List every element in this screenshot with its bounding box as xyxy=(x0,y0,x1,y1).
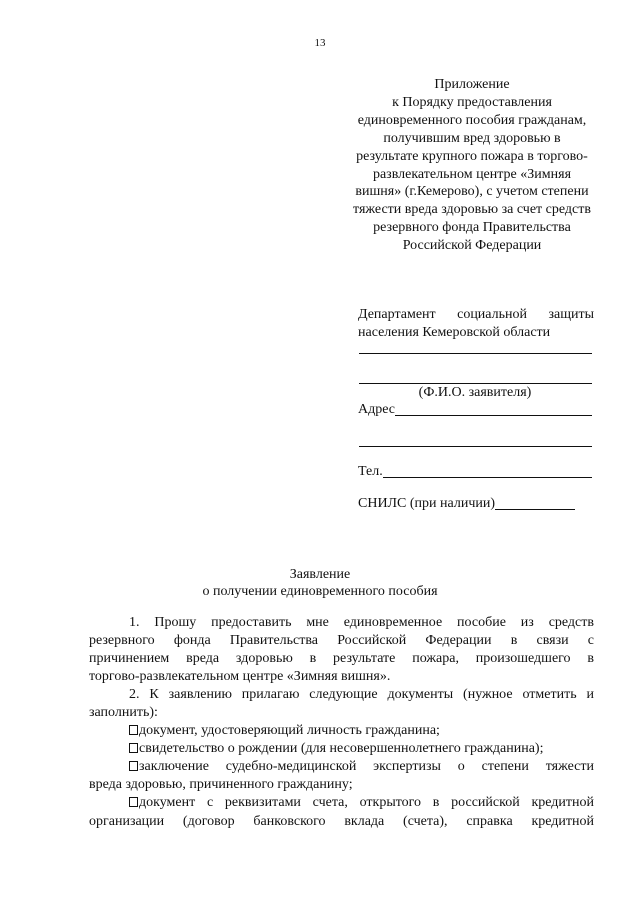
appendix-line: резервного фонда Правительства xyxy=(373,220,571,236)
doc-identity-label: документ, удостоверяющий личность гражданина; xyxy=(139,723,440,739)
appendix-line: единовременного пособия гражданам, xyxy=(357,112,587,128)
address-label: Адрес xyxy=(358,402,396,417)
doc-identity-checkbox[interactable] xyxy=(129,725,138,735)
phone-fill-line[interactable] xyxy=(383,464,592,478)
p2-line: заполнить): xyxy=(89,705,158,721)
appendix-line: Приложение xyxy=(434,77,510,92)
doc-birth-label: свидетельство о рождении (для несовершеннолетнего гражданина); xyxy=(139,741,544,757)
snils-fill-line[interactable] xyxy=(495,496,575,510)
addressee-department-line1: Департамент социальной защиты xyxy=(358,307,594,322)
doc-item-identity[interactable] xyxy=(89,722,594,740)
applicant-name-line-1[interactable] xyxy=(359,353,592,354)
snils-field[interactable] xyxy=(358,495,592,513)
page-number: 13 xyxy=(314,37,326,49)
application-subtitle: о получении единовременного пособия xyxy=(202,584,438,599)
doc-item-birth-certificate[interactable] xyxy=(89,740,594,758)
phone-field[interactable] xyxy=(358,463,592,481)
snils-label: СНИЛС (при наличии) xyxy=(358,496,496,511)
application-title: Заявление xyxy=(289,567,351,582)
p1-line: 1. Прошу предоставить мне единовременное пособие из средств xyxy=(129,615,594,630)
appendix-line: вишня» (г.Кемерово), с учетом степени xyxy=(355,184,589,200)
doc-bank-checkbox[interactable] xyxy=(129,797,138,807)
p1-line: причинением вреда здоровью в результате пожара, произошедшего в xyxy=(89,651,594,667)
p1-line: торгово-развлекательном центре «Зимняя вишня». xyxy=(89,669,391,685)
doc-forensic-checkbox[interactable] xyxy=(129,761,138,771)
appendix-line: развлекательном центре «Зимняя xyxy=(372,166,572,182)
doc-birth-checkbox[interactable] xyxy=(129,743,138,753)
doc-bank-cont: организации (договор банковского вклада (счета), справка кредитной xyxy=(89,813,594,829)
doc-item-forensic[interactable] xyxy=(89,758,594,776)
phone-label: Тел. xyxy=(358,464,383,479)
doc-forensic-label: заключение судебно-медицинской экспертизы о степени тяжести xyxy=(139,759,594,775)
doc-item-bank-account[interactable] xyxy=(89,794,594,812)
address-fill-line[interactable] xyxy=(395,402,592,416)
appendix-line: к Порядку предоставления xyxy=(392,94,552,110)
appendix-header xyxy=(340,76,604,255)
application-body xyxy=(89,614,594,831)
appendix-line: тяжести вреда здоровью за счет средств xyxy=(353,202,591,218)
appendix-line: получившим вред здоровью в xyxy=(383,130,561,146)
appendix-line: Российской Федерации xyxy=(402,238,542,254)
doc-bank-label: документ с реквизитами счета, открытого в российской кредитной xyxy=(139,795,594,811)
address-line-2[interactable] xyxy=(359,446,592,447)
doc-forensic-cont: вреда здоровью, причиненного гражданину; xyxy=(89,777,353,793)
address-field[interactable] xyxy=(358,401,592,419)
p2-line: 2. К заявлению прилагаю следующие документы (нужное отметить и xyxy=(129,687,594,703)
addressee-department-line2: населения Кемеровской области xyxy=(358,325,551,340)
p1-line: резервного фонда Правительства Российской Федерации в связи с xyxy=(89,633,594,649)
appendix-line: результате крупного пожара в торгово- xyxy=(356,148,588,164)
fio-label: (Ф.И.О. заявителя) xyxy=(418,385,532,400)
